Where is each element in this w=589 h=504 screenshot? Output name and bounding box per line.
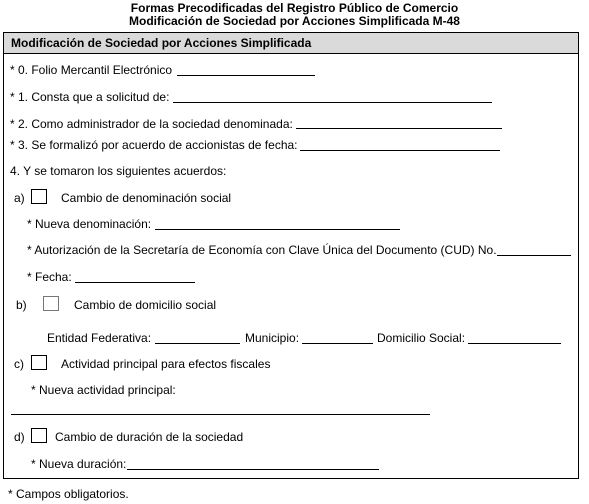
domicilio-label: Domicilio Social: — [377, 331, 466, 345]
autorizacion-field[interactable] — [497, 255, 571, 256]
option-c-label: Actividad principal para efectos fiscales — [61, 357, 271, 371]
option-a-label: Cambio de denominación social — [61, 191, 232, 205]
option-d-letter: d) — [14, 430, 25, 444]
form-title: Formas Precodificadas del Registro Público de Comercio — [130, 1, 459, 15]
option-c-letter: c) — [14, 357, 24, 371]
option-b-label: Cambio de domicilio social — [74, 298, 217, 312]
entidad-field[interactable] — [155, 343, 240, 344]
solicitud-label: * 1. Consta que a solicitud de: — [10, 90, 170, 104]
nueva-denominacion-field[interactable] — [155, 229, 400, 230]
option-b-checkbox[interactable] — [43, 296, 59, 311]
folio-field[interactable] — [177, 75, 315, 76]
autorizacion-label: * Autorización de la Secretaría de Economía con Clave Única del Documento (CUD) No. — [27, 243, 497, 257]
fecha-label: * Fecha: — [27, 270, 72, 284]
administrador-field[interactable] — [296, 128, 502, 129]
form-subtitle: Modificación de Sociedad por Acciones Simplificada M-48 — [129, 14, 460, 28]
option-d-label: Cambio de duración de la sociedad — [55, 430, 244, 444]
nueva-duracion-field[interactable] — [127, 469, 379, 470]
fecha-field[interactable] — [75, 282, 195, 283]
domicilio-field[interactable] — [468, 343, 561, 344]
footnote: * Campos obligatorios. — [8, 487, 129, 501]
option-b-letter: b) — [16, 298, 27, 312]
section-header: Modificación de Sociedad por Acciones Simplificada — [11, 36, 312, 50]
option-a-checkbox[interactable] — [31, 189, 47, 204]
formalizo-field[interactable] — [300, 150, 500, 151]
formalizo-label: * 3. Se formalizó por acuerdo de accionistas de fecha: — [10, 138, 298, 152]
nueva-actividad-field[interactable] — [11, 414, 430, 415]
option-a-letter: a) — [14, 191, 25, 205]
nueva-actividad-label: * Nueva actividad principal: — [31, 383, 176, 397]
nueva-denominacion-label: * Nueva denominación: — [27, 217, 152, 231]
administrador-label: * 2. Como administrador de la sociedad denominada: — [10, 117, 293, 131]
option-d-checkbox[interactable] — [31, 428, 47, 443]
folio-label: * 0. Folio Mercantil Electrónico — [10, 63, 173, 77]
nueva-duracion-label: * Nueva duración: — [31, 457, 127, 471]
municipio-field[interactable] — [302, 343, 373, 344]
entidad-label: Entidad Federativa: — [47, 331, 152, 345]
solicitud-field[interactable] — [173, 102, 492, 103]
acuerdos-label: 4. Y se tomaron los siguientes acuerdos: — [10, 164, 227, 178]
option-c-checkbox[interactable] — [31, 355, 47, 370]
municipio-label: Municipio: — [245, 331, 300, 345]
